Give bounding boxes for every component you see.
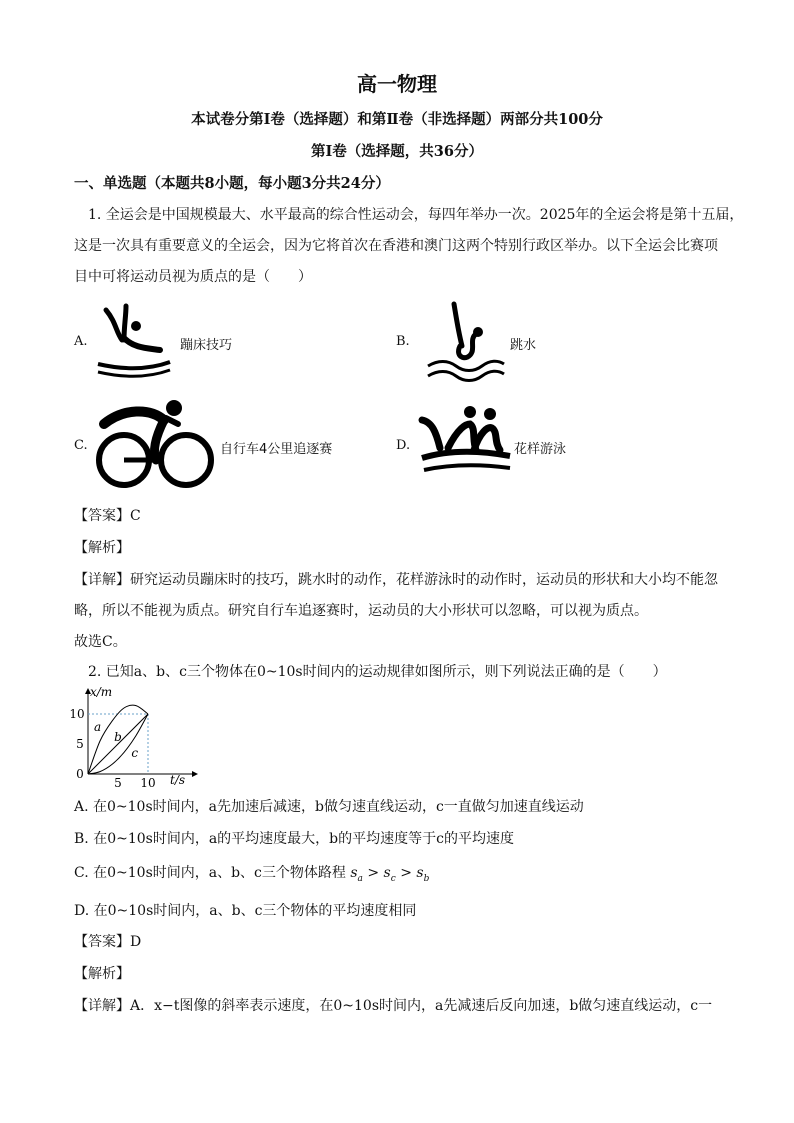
q1-option-d-label: 花样游泳 <box>514 442 567 457</box>
exam-subtitle: 本试卷分第Ⅰ卷（选择题）和第Ⅱ卷（非选择题）两部分共100分 <box>191 111 603 128</box>
q1-option-c-letter: C. <box>74 438 88 453</box>
series-b-label: b <box>114 730 122 744</box>
q1-option-b-letter: B. <box>396 334 410 349</box>
q1-option-a-label: 蹦床技巧 <box>180 338 233 353</box>
x-tick-5: 5 <box>114 776 122 790</box>
q1-stem-line1: 1. 全运会是中国规模最大、水平最高的综合性运动会，每四年举办一次。2025年的全运会将是第十五届， <box>88 207 744 223</box>
x-axis-label: t/s <box>170 773 186 787</box>
q2-option-c-text: C. 在0~10s时间内，a、b、c三个物体路程 <box>74 865 346 881</box>
q1-option-a-letter: A. <box>74 334 88 349</box>
q2-option-d: D. 在0~10s时间内，a、b、c三个物体的平均速度相同 <box>74 903 417 919</box>
y-tick-0: 0 <box>76 767 84 781</box>
part-one-heading: 第Ⅰ卷（选择题，共36分） <box>311 143 483 160</box>
q2-stem: 2. 已知a、b、c三个物体在0~10s时间内的运动规律如图所示，则下列说法正确的是（ ） <box>88 664 667 680</box>
q1-option-b-label: 跳水 <box>510 338 537 353</box>
q1-option-d-letter: D. <box>396 438 411 453</box>
trampoline-icon <box>94 300 178 384</box>
q2-detail: 【详解】A．x−t图像的斜率表示速度，在0~10s时间内，a先减速后反向加速，b做匀速直线运动，c一 <box>74 998 713 1014</box>
q2-option-a: A. 在0~10s时间内，a先加速后减速，b做匀速直线运动，c一直做匀加速直线运动 <box>74 799 584 815</box>
q1-stem-line2: 这是一次具有重要意义的全运会，因为它将首次在香港和澳门这两个特别行政区举办。以下全运会比赛项 <box>74 238 718 254</box>
y-tick-10: 10 <box>69 707 85 721</box>
x-tick-10: 10 <box>140 776 156 790</box>
q1-answer: 【答案】C <box>74 508 141 524</box>
q2-option-c-inequality: $s_a > s_c > s_b$ <box>350 865 430 884</box>
y-tick-5: 5 <box>76 737 84 751</box>
y-axis-label: x/m <box>90 685 113 699</box>
xt-graph <box>70 686 200 792</box>
q2-answer: 【答案】D <box>74 934 142 950</box>
q2-analysis-label: 【解析】 <box>74 966 130 982</box>
q1-conclusion: 故选C。 <box>74 634 127 650</box>
q2-option-b: B. 在0~10s时间内，a的平均速度最大，b的平均速度等于c的平均速度 <box>74 831 514 847</box>
section-heading: 一、单选题（本题共8小题，每小题3分共24分） <box>74 175 390 192</box>
q1-option-c-label: 自行车4公里追逐赛 <box>220 442 333 457</box>
q1-analysis-label: 【解析】 <box>74 540 130 556</box>
q1-detail-line2: 略，所以不能视为质点。研究自行车追逐赛时，运动员的大小形状可以忽略，可以视为质点。 <box>74 603 648 619</box>
series-a-label: a <box>94 719 102 734</box>
x-axis-arrow <box>192 771 198 777</box>
cycling-icon <box>94 398 218 494</box>
synchronized-swimming-icon <box>418 404 514 484</box>
q1-stem-line3: 目中可将运动员视为质点的是（ ） <box>74 269 312 285</box>
series-c-label: c <box>131 746 139 761</box>
q1-detail-line1: 【详解】研究运动员蹦床时的技巧，跳水时的动作，花样游泳时的动作时，运动员的形状和大小均不能忽 <box>74 572 718 588</box>
diving-icon <box>424 300 508 384</box>
q2-option-c <box>74 862 429 884</box>
page-title: 高一物理 <box>357 72 437 96</box>
